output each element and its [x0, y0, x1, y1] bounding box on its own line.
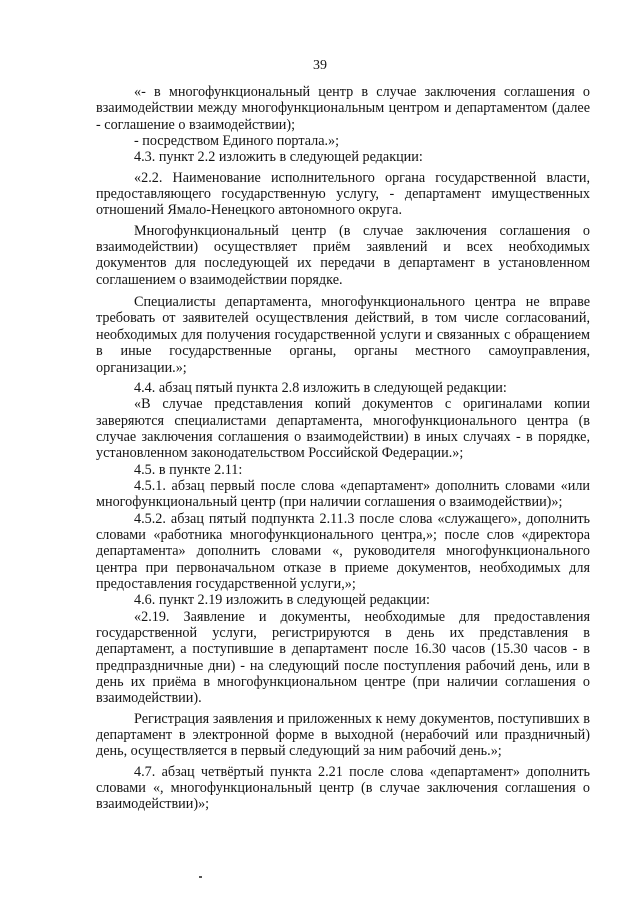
paragraph: Специалисты департамента, многофункционального центра не вправе требовать от заявителей осуществления действий, в том числе согласований, необходимых для получения государственной услуги и связанных с обращением в иные государственные органы, органы местного самоуправления, организации.»;: [96, 294, 590, 376]
paragraph: 4.5.1. абзац первый после слова «департамент» дополнить словами «или многофункциональный центр (при наличии соглашения о взаимодействии)»;: [96, 477, 590, 511]
paragraph: «2.2. Наименование исполнительного органа государственной власти, предоставляющего государственную услугу, - департамент имущественных отношений Ямало-Ненецкого автономного округа.: [96, 169, 590, 219]
paragraph: Регистрация заявления и приложенных к нему документов, поступивших в департамент в электронной форме в выходной (нерабочий или праздничный) день, осуществляется в первый следующий за ним рабочий день.»;: [96, 710, 590, 760]
paragraph: 4.6. пункт 2.19 изложить в следующей редакции:: [134, 592, 430, 609]
page-number: 39: [313, 58, 327, 73]
paragraph: «В случае представления копий документов с оригиналами копии заверяются специалистами департамента, многофункционального центра (в случае заключения соглашения о взаимодействии) в иных случаях - в порядке, установленном законодательством Российской Федерации.»;: [96, 396, 590, 462]
document-body: [96, 84, 590, 813]
paragraph: 4.7. абзац четвёртый пункта 2.21 после слова «департамент» дополнить словами «, многофункциональный центр (в случае заключения соглашения о взаимодействии)»;: [96, 763, 590, 813]
paragraph: Многофункциональный центр (в случае заключения соглашения о взаимодействии) осуществляет приём заявлений и всех необходимых документов для последующей их передачи в департамент в установленном соглашением о взаимодействии порядке.: [96, 222, 590, 288]
paragraph: 4.3. пункт 2.2 изложить в следующей редакции:: [134, 149, 423, 166]
paragraph: «2.19. Заявление и документы, необходимые для предоставления государственной услуги, регистрируются в день их представления в департамент, а поступившие в департамент после 16.30 часов (15.30 часов - в предпраздничные дни) - на следующий после поступления рабочий день, или в день их приёма в многофункциональном центре (при наличии соглашения о взаимодействии).: [96, 608, 590, 707]
scan-mark: [199, 876, 202, 878]
paragraph: «- в многофункциональный центр в случае заключения соглашения о взаимодействии между многофункциональным центром и департаментом (далее - соглашение о взаимодействии);: [96, 84, 590, 133]
paragraph: - посредством Единого портала.»;: [134, 133, 340, 150]
paragraph: 4.5. в пункте 2.11:: [134, 461, 243, 478]
paragraph: 4.5.2. абзац пятый подпункта 2.11.3 после слова «служащего», дополнить словами «работника многофункционального центра,»; после слов «директора департамента» дополнить словами «, руководителя многофункционального центра при первоначальном отказе в приеме документов, необходимых для предоставления государственной услуги,»;: [96, 510, 590, 592]
paragraph: 4.4. абзац пятый пункта 2.8 изложить в следующей редакции:: [134, 379, 507, 396]
